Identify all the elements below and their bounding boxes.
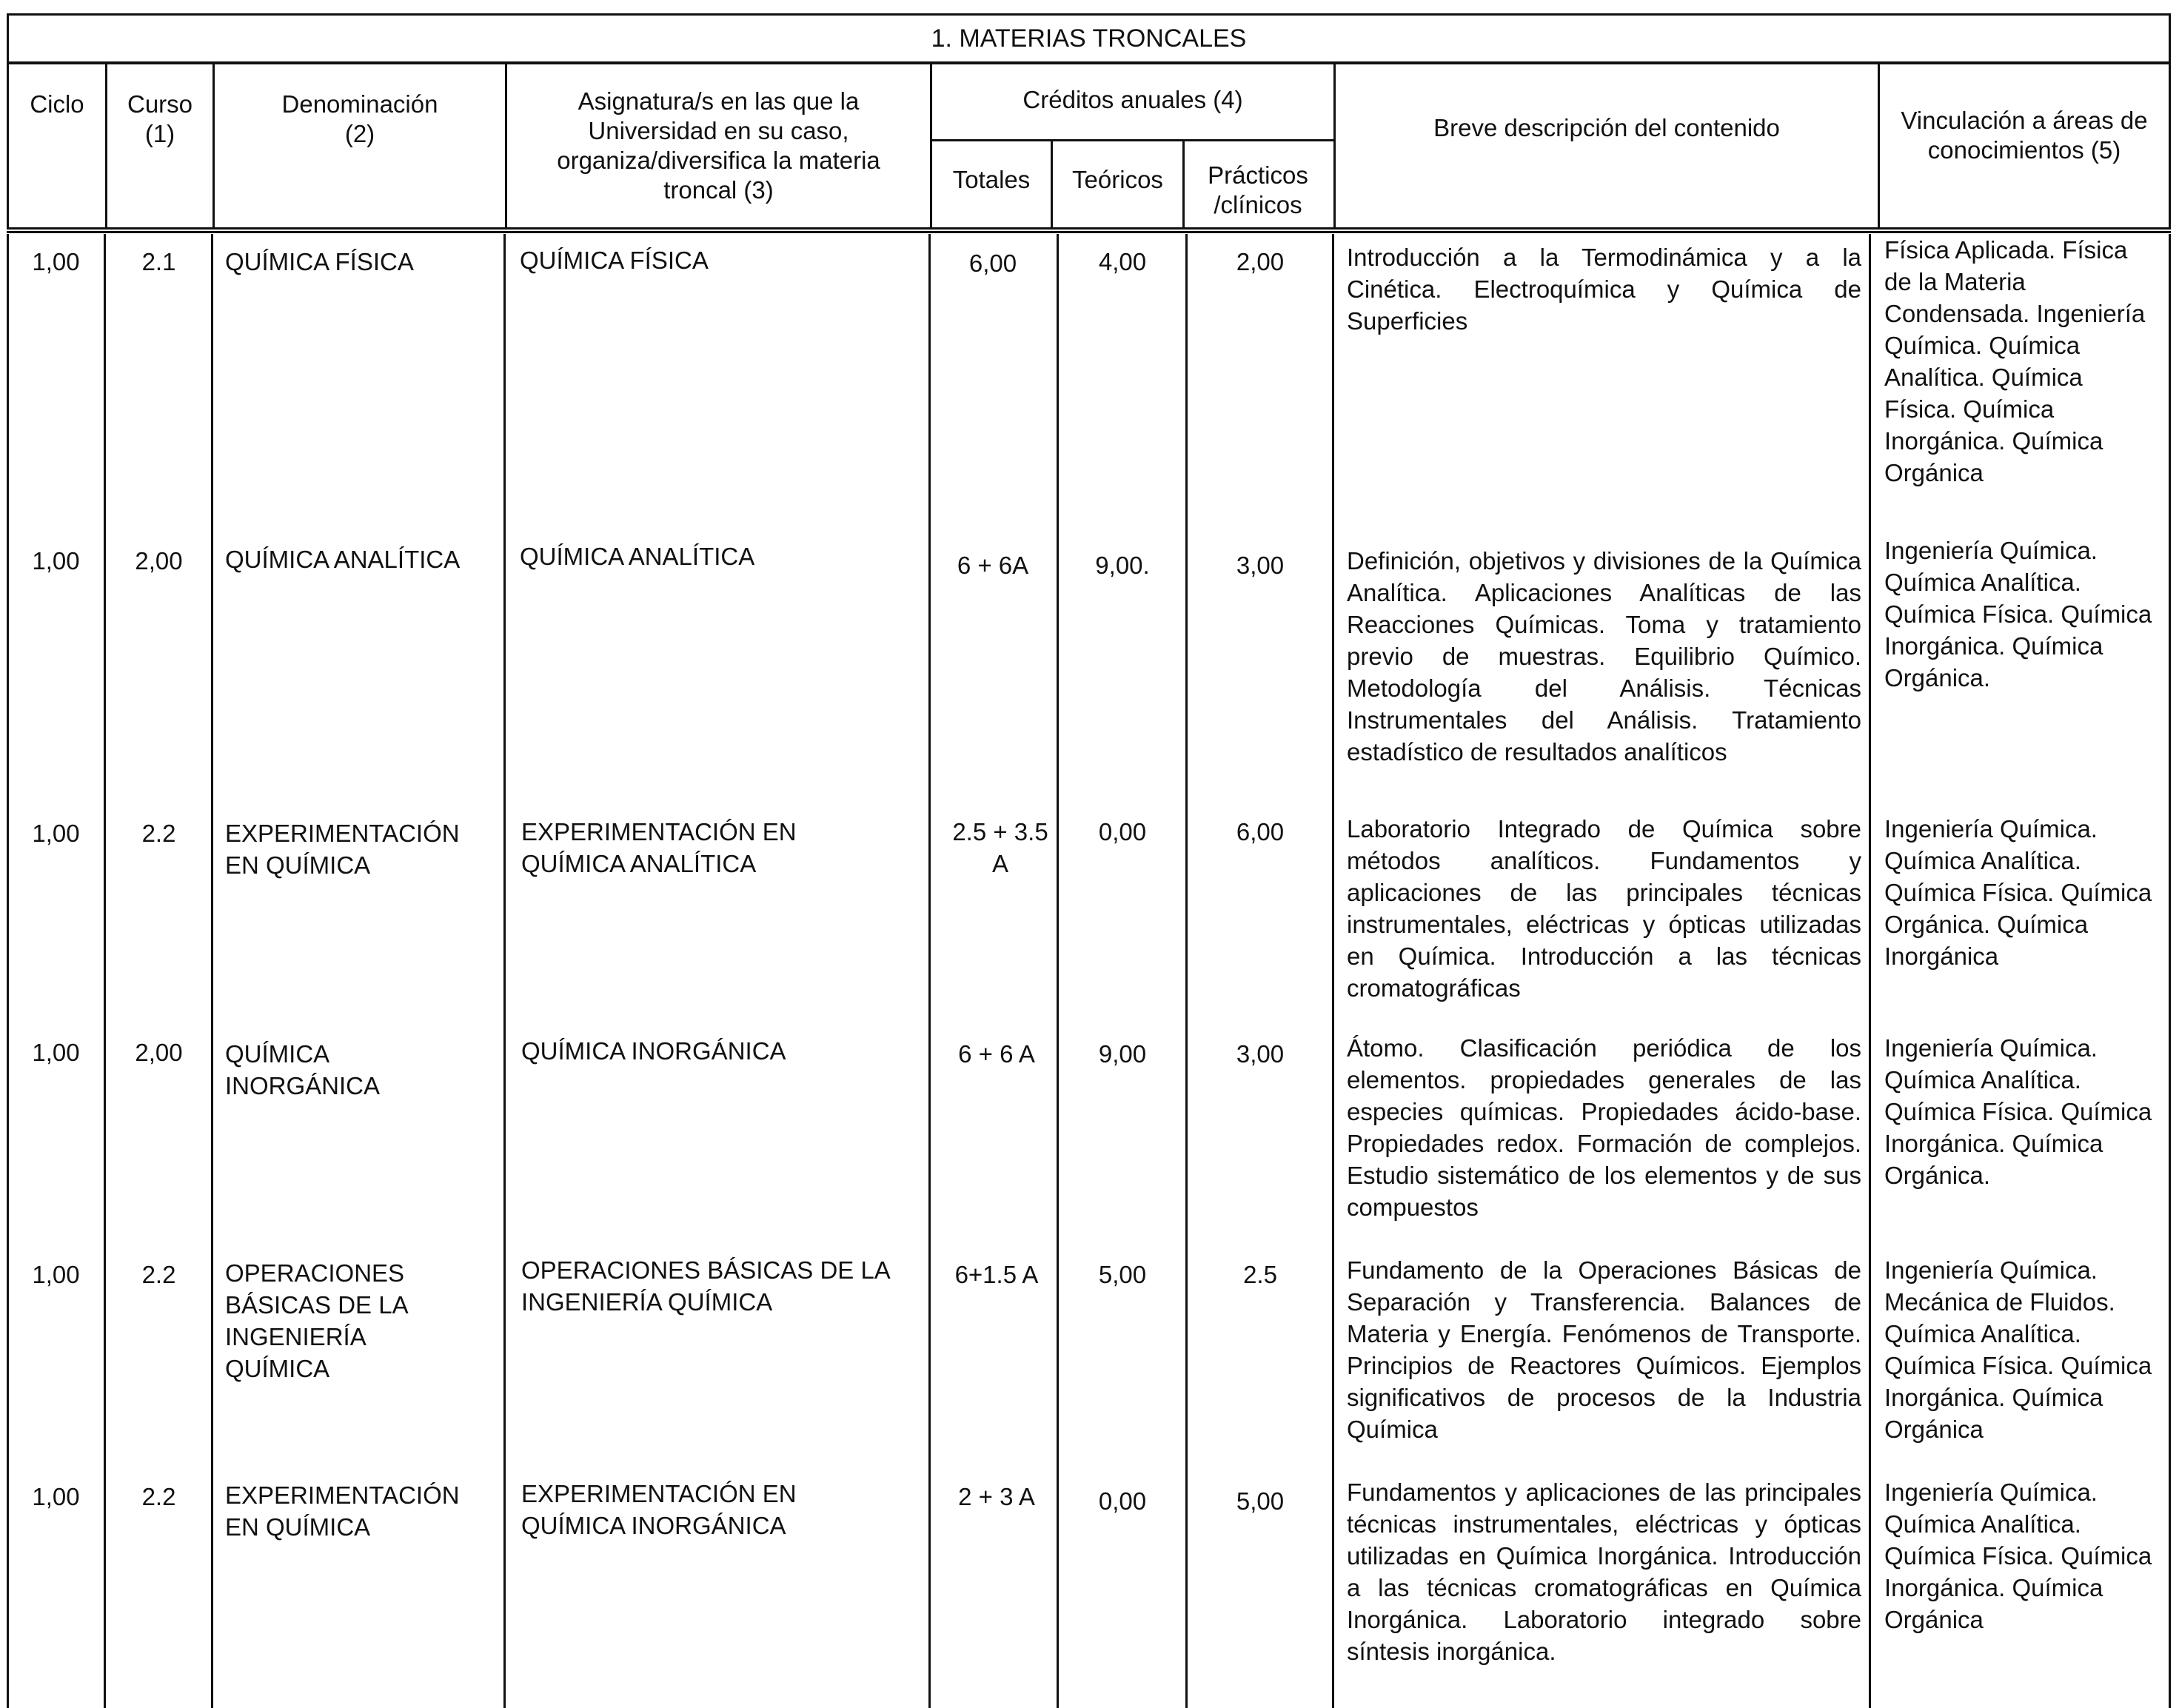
header-curso: Curso (1) [107,64,215,227]
cell-ciclo: 1,00 [32,820,80,847]
cell-teoricos: 9,00 [1098,1040,1147,1068]
cell-totales: 6 + 6A [957,552,1029,579]
cell-descripcion: Laboratorio Integrado de Química sobre métodos analíticos. Fundamentos y aplicaciones de las principales técnicas instrumentales, eléctricas y ópticas utilizadas en Química. Introducción a las técnicas cromatográficas [1347,815,1861,1002]
cell-ciclo: 1,00 [32,1261,80,1288]
header-creditos-group [932,64,1336,227]
cell-curso: 2.1 [141,248,176,275]
header-asignatura: Asignatura/s en las que la Universidad en su caso, organiza/diversifica la materia troncal (3) [507,64,932,227]
cell-asignatura: EXPERIMENTACIÓN EN QUÍMICA INORGÁNICA [521,1480,797,1539]
cell-denominacion: QUÍMICA INORGÁNICA [225,1040,381,1099]
cell-curso: 2,00 [135,1039,183,1066]
cell-ciclo: 1,00 [32,248,80,275]
cell-teoricos: 0,00 [1098,818,1147,845]
cell-asignatura: QUÍMICA INORGÁNICA [521,1037,786,1065]
cell-descripcion: Definición, objetivos y divisiones de la Química Analítica. Aplicaciones Analíticas de las Reacciones Químicas. Toma y tratamiento previo de muestras. Equilibrio Químico. Metodología del Análisis. Técnicas Instrumentales del Análisis. Tratamiento estadístico de resultados analíticos [1347,547,1861,766]
cell-descripcion: Introducción a la Termodinámica y a la Cinética. Electroquímica y Química de Superficies [1347,244,1861,335]
header-totales: Totales [932,141,1053,227]
cell-descripcion: Fundamentos y aplicaciones de las principales técnicas instrumentales, eléctricas y ópticas utilizadas en Química Inorgánica. Introducción a las técnicas cromatográficas en Química Inorgánica. Laboratorio integrado sobre síntesis inorgánica. [1347,1478,1861,1665]
cell-practicos: 3,00 [1236,552,1285,579]
cell-totales: 6+1.5 A [954,1261,1039,1288]
cell-teoricos: 5,00 [1098,1261,1147,1288]
cell-asignatura: QUÍMICA ANALÍTICA [520,543,755,570]
column-rule [503,234,506,1708]
cell-denominacion: QUÍMICA ANALÍTICA [225,546,461,573]
header-practicos: Prácticos /clínicos [1208,161,1308,218]
cell-denominacion: EXPERIMENTACIÓN EN QUÍMICA [225,1481,460,1541]
column-rule [2169,234,2171,1708]
cell-areas: Ingeniería Química. Mecánica de Fluidos. Química Analítica. Química Física. Química Inorgánica. Química Orgánica [1884,1256,2152,1443]
cell-totales: 2 + 3 A [958,1483,1035,1510]
cell-asignatura: QUÍMICA FÍSICA [520,247,709,274]
cell-denominacion: OPERACIONES BÁSICAS DE LA INGENIERÍA QUÍMICA [225,1259,407,1382]
cell-practicos: 5,00 [1236,1487,1285,1515]
cell-ciclo: 1,00 [32,547,80,575]
cell-practicos: 2,00 [1236,248,1285,275]
column-rule [1869,234,1871,1708]
header-vinculacion: Vinculación a áreas de conocimientos (5) [1901,107,2148,164]
header-teoricos: Teóricos [1053,141,1185,227]
cell-practicos: 3,00 [1236,1040,1285,1068]
header-ciclo: Ciclo [9,64,107,227]
cell-ciclo: 1,00 [32,1039,80,1066]
cell-asignatura: OPERACIONES BÁSICAS DE LA INGENIERÍA QUÍMICA [521,1256,889,1316]
cell-totales: 6,00 [968,249,1017,277]
header-creditos: Créditos anuales (4) [932,64,1333,141]
header-bottom-rule [7,231,2171,233]
table-header [7,62,2171,230]
cell-descripcion: Fundamento de la Operaciones Básicas de Separación y Transferencia. Balances de Materia y Energía. Fenómenos de Transporte. Principios de Reactores Químicos. Ejemplos significativos de procesos de la Industria Química [1347,1256,1861,1443]
cell-teoricos: 4,00 [1098,248,1147,275]
cell-ciclo: 1,00 [32,1483,80,1510]
cell-areas: Física Aplicada. Física de la Materia Condensada. Ingeniería Química. Química Analítica. Química Física. Química Inorgánica. Química Orgánica [1884,236,2146,486]
cell-teoricos: 9,00. [1095,552,1150,579]
cell-totales: 2.5 + 3.5 A [952,818,1048,877]
cell-denominacion: EXPERIMENTACIÓN EN QUÍMICA [225,820,460,879]
cell-totales: 6 + 6 A [958,1040,1035,1068]
cell-areas: Ingeniería Química. Química Analítica. Química Física. Química Inorgánica. Química Orgánica. [1884,1034,2152,1189]
cell-descripcion: Átomo. Clasificación periódica de los elementos. propiedades generales de las especies químicas. Propiedades ácido-base. Propiedades redox. Formación de complejos. Estudio sistemático de los elementos y de sus compuestos [1347,1034,1861,1221]
cell-practicos: 2.5 [1243,1261,1277,1288]
cell-areas: Ingeniería Química. Química Analítica. Química Física. Química Orgánica. Química Inorgánica [1884,815,2152,970]
cell-practicos: 6,00 [1236,818,1285,845]
header-denominacion: Denominación (2) [215,64,507,227]
table-title: 1. MATERIAS TRONCALES [7,13,2171,64]
cell-denominacion: QUÍMICA FÍSICA [225,248,414,275]
cell-curso: 2.2 [141,1261,176,1288]
cell-curso: 2.2 [141,820,176,847]
cell-curso: 2,00 [135,547,183,575]
cell-curso: 2.2 [141,1483,176,1510]
cell-teoricos: 0,00 [1098,1487,1147,1515]
cell-areas: Ingeniería Química. Química Analítica. Química Física. Química Inorgánica. Química Orgánica [1884,1478,2152,1633]
header-descripcion: Breve descripción del contenido [1336,64,1880,227]
cell-asignatura: EXPERIMENTACIÓN EN QUÍMICA ANALÍTICA [521,818,797,877]
cell-areas: Ingeniería Química. Química Analítica. Química Física. Química Inorgánica. Química Orgánica. [1884,537,2152,691]
